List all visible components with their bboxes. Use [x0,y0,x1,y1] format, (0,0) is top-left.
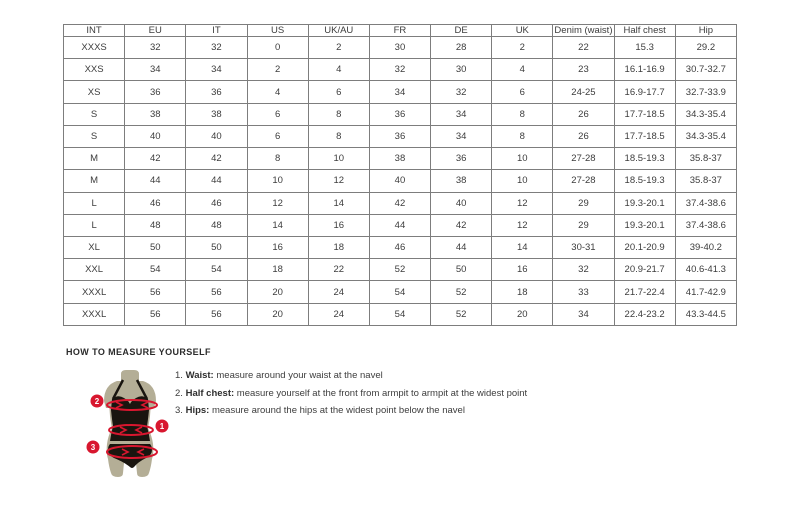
table-row [64,59,737,81]
table-cell: 34 [431,103,492,125]
table-cell: 2 [492,37,553,59]
table-cell: 39-40.2 [675,236,736,258]
table-cell: 10 [492,170,553,192]
table-cell: 42 [431,214,492,236]
table-cell: 6 [247,103,308,125]
column-header: EU [125,25,186,37]
table-cell: 10 [492,148,553,170]
table-cell: 48 [125,214,186,236]
table-cell: 52 [431,281,492,303]
table-cell: 6 [308,81,369,103]
table-cell: 19.3-20.1 [614,214,675,236]
table-cell: 16 [492,259,553,281]
table-row [64,259,737,281]
table-cell: 33 [553,281,614,303]
table-cell: 35.8-37 [675,170,736,192]
table-row [64,125,737,147]
table-cell: 18.5-19.3 [614,148,675,170]
step-label: Half chest: [185,387,235,399]
table-cell: 36 [125,81,186,103]
table-cell: 16.1-16.9 [614,59,675,81]
table-cell: S [64,125,125,147]
table-cell: L [64,214,125,236]
table-cell: 21.7-22.4 [614,281,675,303]
table-cell: 27-28 [553,148,614,170]
column-header: Half chest [614,25,675,37]
measure-instructions [175,370,527,423]
table-cell: 41.7-42.9 [675,281,736,303]
table-cell: 18.5-19.3 [614,170,675,192]
table-cell: 14 [492,236,553,258]
table-cell: 50 [431,259,492,281]
table-row [64,37,737,59]
measure-heading: HOW TO MEASURE YOURSELF [66,347,211,357]
table-cell: 30 [431,59,492,81]
step-label: Hips: [185,405,210,416]
table-cell: 4 [492,59,553,81]
table-cell: 44 [369,214,430,236]
table-cell: 12 [308,170,369,192]
size-table-body [64,37,737,326]
size-table [63,24,737,326]
table-cell: 20 [247,303,308,325]
table-cell: 29 [553,214,614,236]
table-cell: 32 [553,259,614,281]
table-cell: 34 [125,59,186,81]
table-cell: S [64,103,125,125]
table-cell: XXXL [64,303,125,325]
table-cell: 34.3-35.4 [675,125,736,147]
table-cell: 24 [308,303,369,325]
table-cell: 38 [186,103,247,125]
table-cell: 38 [125,103,186,125]
step-label: Waist: [185,370,214,381]
size-table-header [64,25,737,37]
table-cell: 56 [186,281,247,303]
table-cell: 46 [186,192,247,214]
table-cell: 52 [431,303,492,325]
table-cell: 18 [308,236,369,258]
table-cell: 8 [492,103,553,125]
table-cell: 50 [186,236,247,258]
table-cell: 30-31 [553,236,614,258]
table-cell: 56 [125,281,186,303]
table-cell: 19.3-20.1 [614,192,675,214]
table-row [64,192,737,214]
header-row [64,25,737,37]
table-cell: 42 [125,148,186,170]
table-cell: 32 [186,37,247,59]
table-cell: 54 [369,303,430,325]
table-cell: 40 [186,125,247,147]
table-cell: XL [64,236,125,258]
table-cell: 30.7-32.7 [675,59,736,81]
table-cell: 37.4-38.6 [675,214,736,236]
table-row [64,303,737,325]
table-cell: 34 [553,303,614,325]
table-cell: XS [64,81,125,103]
table-cell: 6 [492,81,553,103]
table-row [64,170,737,192]
table-cell: 12 [247,192,308,214]
table-cell: 18 [247,259,308,281]
table-cell: 14 [308,192,369,214]
table-cell: 15.3 [614,37,675,59]
table-cell: XXS [64,59,125,81]
table-cell: XXL [64,259,125,281]
table-row [64,81,737,103]
table-cell: 22.4-23.2 [614,303,675,325]
table-cell: 4 [308,59,369,81]
table-cell: 20 [492,303,553,325]
table-cell: 17.7-18.5 [614,125,675,147]
measure-step-half-chest [175,388,527,400]
table-cell: 44 [125,170,186,192]
table-cell: 38 [369,148,430,170]
table-cell: 20.9-21.7 [614,259,675,281]
table-cell: 37.4-38.6 [675,192,736,214]
table-cell: 40 [369,170,430,192]
table-cell: 32.7-33.9 [675,81,736,103]
table-cell: 20 [247,281,308,303]
table-cell: 8 [308,103,369,125]
table-cell: 32 [125,37,186,59]
badge-waist: 1 [159,422,165,431]
table-cell: 22 [308,259,369,281]
step-number: 3. [175,405,183,416]
column-header: INT [64,25,125,37]
table-row [64,148,737,170]
badge-half-chest: 2 [94,397,100,406]
column-header: DE [431,25,492,37]
table-cell: 42 [369,192,430,214]
table-cell: 10 [308,148,369,170]
table-cell: 54 [369,281,430,303]
column-header: Denim (waist) [554,25,613,36]
table-cell: 56 [125,303,186,325]
table-cell: 8 [492,125,553,147]
column-header: UK/AU [308,25,369,37]
step-number: 1. [175,370,183,381]
table-cell: 2 [247,59,308,81]
table-cell: 43.3-44.5 [675,303,736,325]
table-cell: 34.3-35.4 [675,103,736,125]
table-cell: 20.1-20.9 [614,236,675,258]
table-cell: 54 [125,259,186,281]
table-cell: 4 [247,81,308,103]
table-cell: 2 [308,37,369,59]
table-cell: 36 [186,81,247,103]
table-cell: 18 [492,281,553,303]
table-cell: 16 [247,236,308,258]
table-cell: 16.9-17.7 [614,81,675,103]
table-row [64,103,737,125]
table-cell: 0 [247,37,308,59]
table-cell: 40.6-41.3 [675,259,736,281]
step-text: measure around the hips at the widest point below the navel [211,405,465,416]
table-cell: 36 [369,103,430,125]
measure-step-hips [175,405,527,417]
badge-hips: 3 [90,443,96,452]
table-cell: 29 [553,192,614,214]
table-cell: 46 [369,236,430,258]
table-cell: 34 [369,81,430,103]
table-cell: 23 [553,59,614,81]
table-cell: 52 [369,259,430,281]
table-cell: XXXS [64,37,125,59]
table-cell: 32 [431,81,492,103]
table-cell: XXXL [64,281,125,303]
table-cell: 29.2 [675,37,736,59]
table-cell: 10 [247,170,308,192]
table-cell: 36 [431,148,492,170]
table-cell: 17.7-18.5 [614,103,675,125]
table-cell: 12 [492,192,553,214]
table-cell: 40 [125,125,186,147]
table-cell: 6 [247,125,308,147]
table-cell: 54 [186,259,247,281]
table-row [64,214,737,236]
column-header: FR [369,25,430,37]
table-cell: 8 [247,148,308,170]
table-cell: 34 [431,125,492,147]
step-text: measure around your waist at the navel [216,370,383,381]
table-cell: 26 [553,125,614,147]
table-cell: 26 [553,103,614,125]
table-cell: M [64,148,125,170]
table-row [64,236,737,258]
table-cell: 12 [492,214,553,236]
table-cell: 40 [431,192,492,214]
table-cell: 28 [431,37,492,59]
table-cell: 46 [125,192,186,214]
table-cell: 24-25 [553,81,614,103]
table-cell: 50 [125,236,186,258]
table-cell: 38 [431,170,492,192]
table-cell: 34 [186,59,247,81]
table-cell: 42 [186,148,247,170]
table-cell: 24 [308,281,369,303]
column-header: US [247,25,308,37]
table-cell: 32 [369,59,430,81]
table-row [64,281,737,303]
table-cell: 36 [369,125,430,147]
table-cell: 14 [247,214,308,236]
table-cell: 35.8-37 [675,148,736,170]
table-cell: M [64,170,125,192]
step-text: measure yourself at the front from armpit to armpit at the widest point [236,387,528,399]
table-cell: 22 [553,37,614,59]
table-cell: 27-28 [553,170,614,192]
table-cell: 30 [369,37,430,59]
column-header: Hip [675,25,736,37]
table-cell: 8 [308,125,369,147]
table-cell: 44 [431,236,492,258]
table-cell: 48 [186,214,247,236]
column-header: IT [186,25,247,37]
table-cell: 44 [186,170,247,192]
table-cell: L [64,192,125,214]
column-header: UK [492,25,553,37]
step-number: 2. [175,387,183,399]
table-cell: 16 [308,214,369,236]
measure-step-waist [175,370,527,382]
table-cell: 56 [186,303,247,325]
